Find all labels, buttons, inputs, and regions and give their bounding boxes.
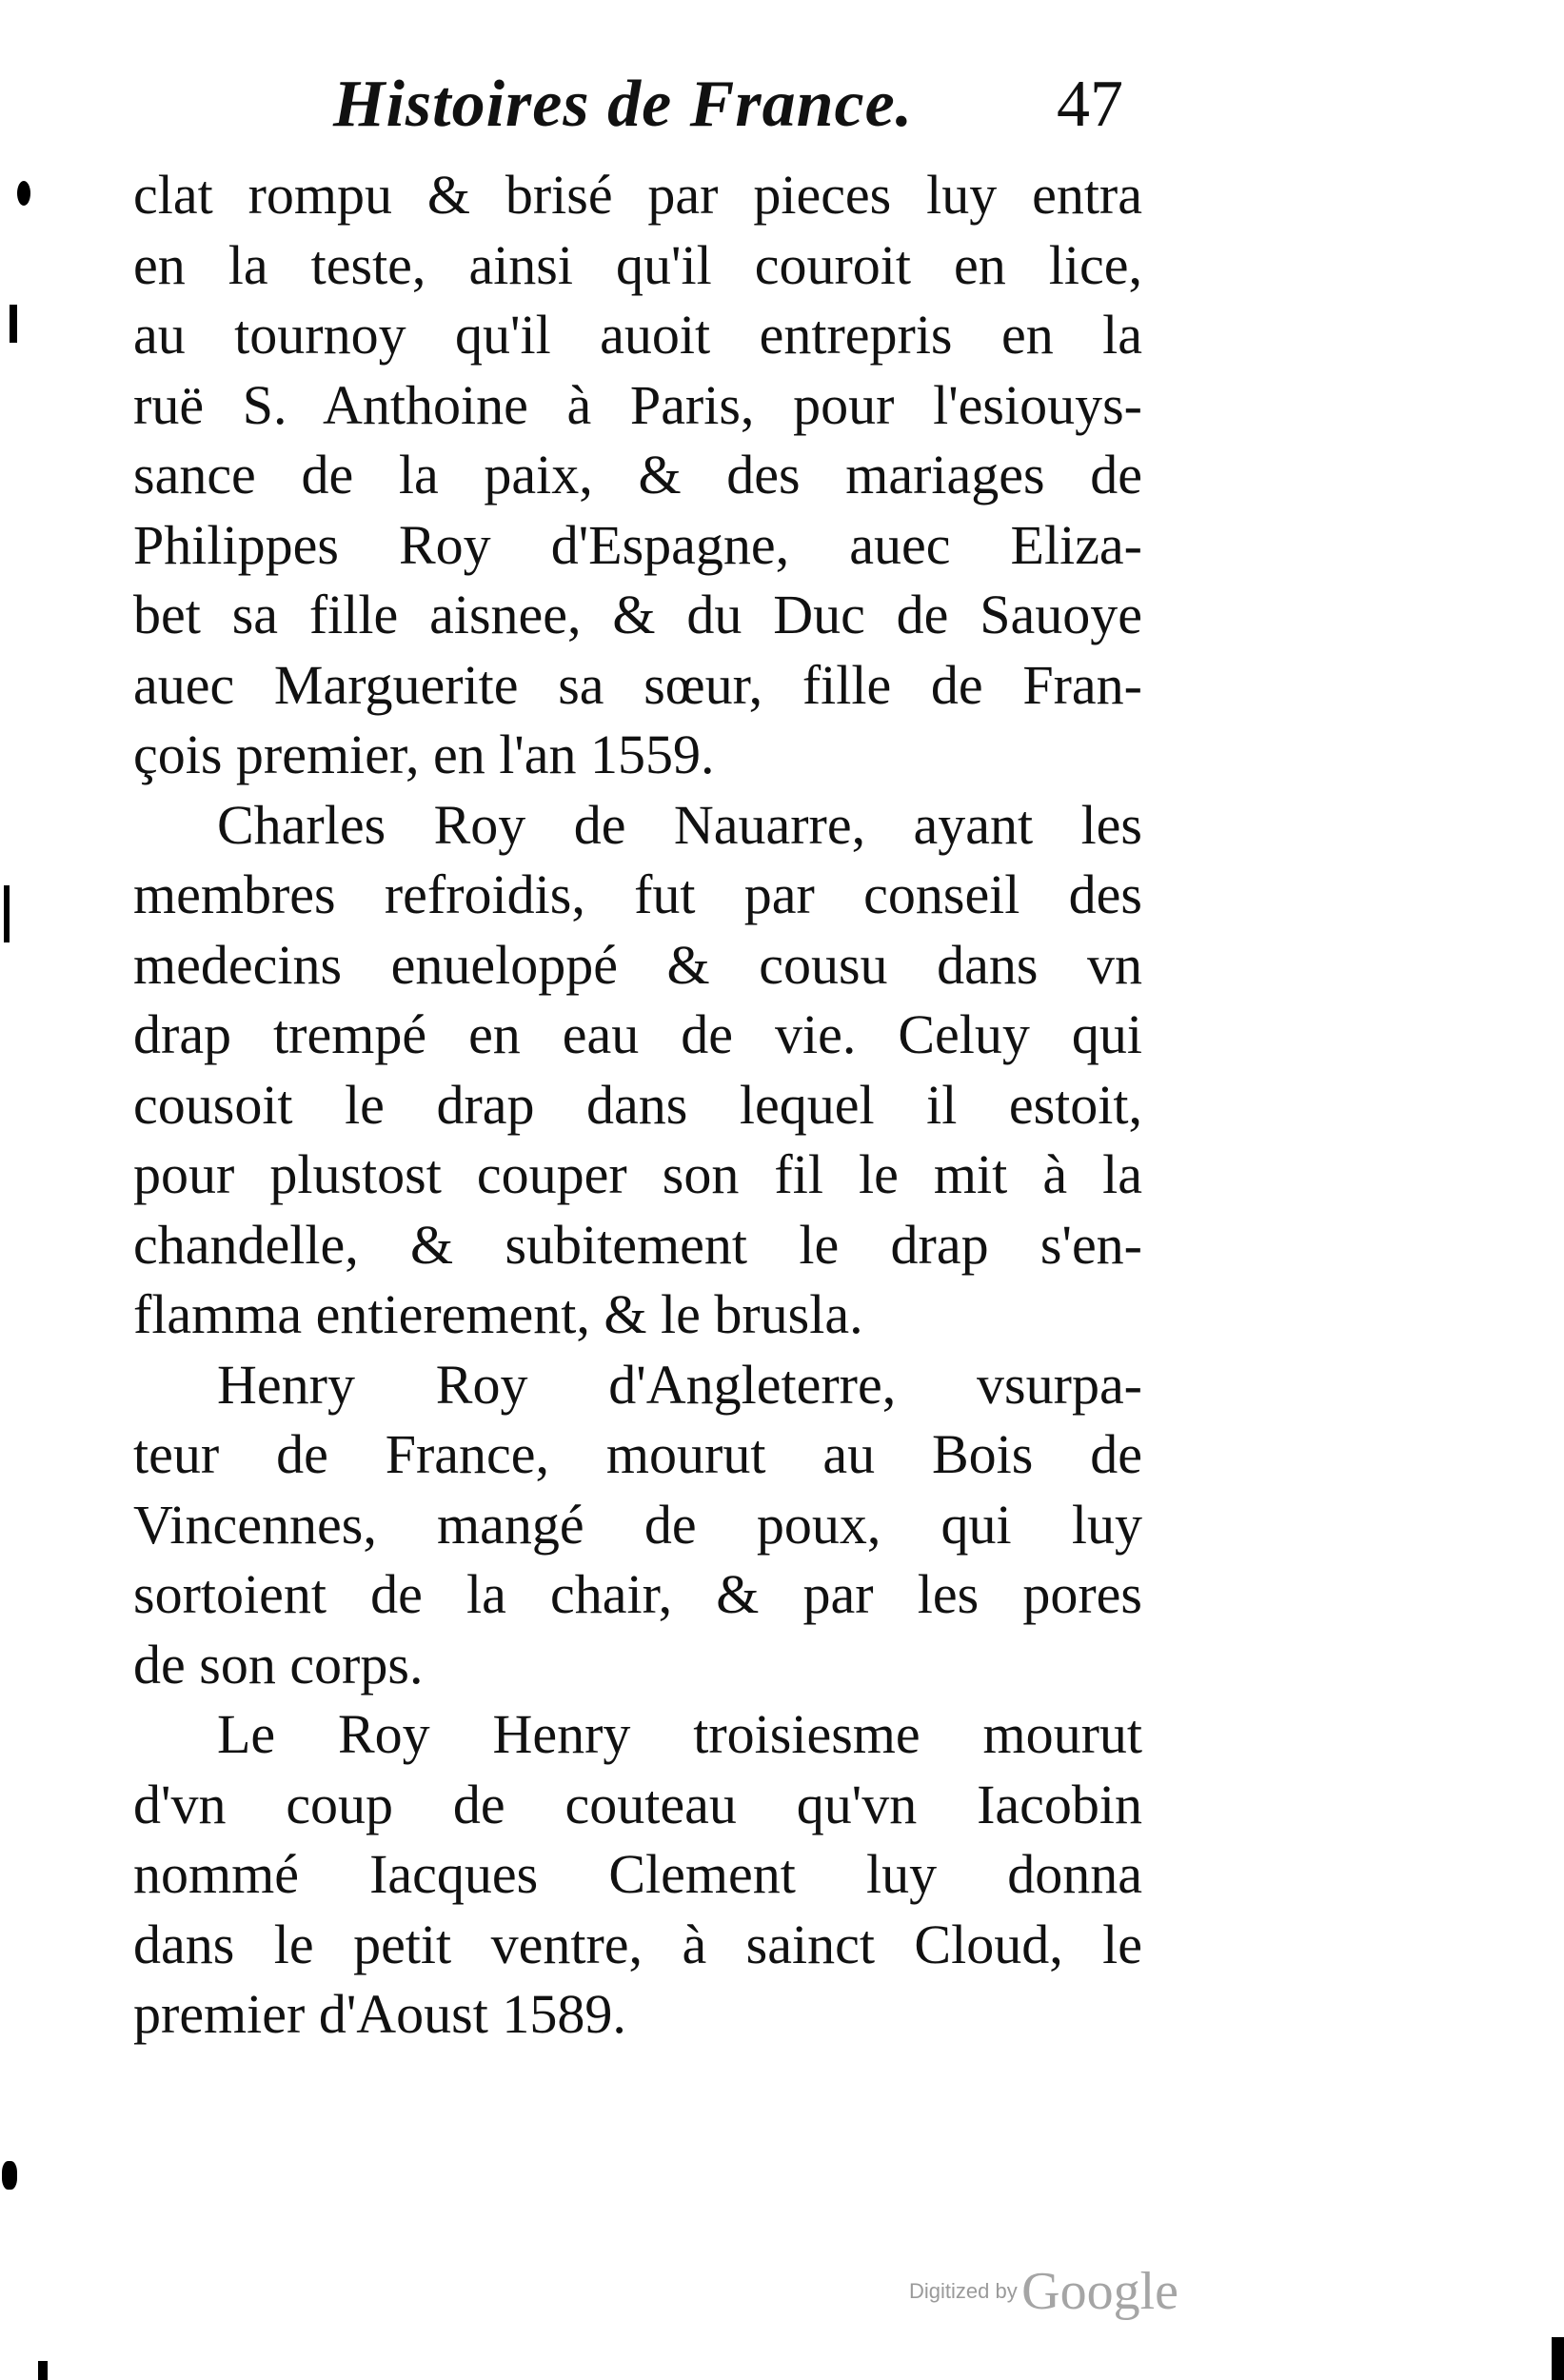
paragraph-start-line: Henry Roy d'Angleterre, vsurpa- [217,1353,1142,1416]
scan-speck [2,2161,17,2190]
text-line: clat rompu & brisé par pieces luy entra [133,164,1142,226]
body-text [133,160,1142,2050]
text-line: de son corps. [133,1633,424,1696]
watermark-prefix: Digitized by [909,2279,1018,2303]
text-line: pour plustost couper son fil le mit à la [133,1143,1142,1205]
scan-speck [4,885,10,942]
digitized-watermark [909,2261,1178,2322]
page-number: 47 [1057,68,1123,141]
text-line: bet sa fille aisnee, & du Duc de Sauoye [133,584,1142,645]
text-line: sortoient de la chair, & par les pores [133,1563,1142,1625]
text-line: flamma entierement, & le brusla. [133,1283,863,1345]
scan-speck [1552,2337,1564,2380]
text-line: çois premier, en l'an 1559. [133,724,715,785]
text-line: teur de France, mourut au Bois de [133,1423,1142,1485]
paragraph-start-line: Charles Roy de Nauarre, ayant les [217,793,1142,856]
text-line: ruë S. Anthoine à Paris, pour l'esiouys- [133,373,1142,436]
google-logo: Google [1021,2262,1179,2321]
text-line: en la teste, ainsi qu'il couroit en lice, [133,233,1142,296]
text-line: auec Marguerite sa sœur, fille de Fran- [133,653,1142,716]
scan-speck [10,305,17,343]
text-line: Vincennes, mangé de poux, qui luy [133,1493,1142,1556]
scan-speck [38,2361,48,2380]
text-line: cousoit le drap dans lequel il estoit, [133,1073,1142,1136]
text-line: premier d'Aoust 1589. [133,1983,626,2045]
text-line: dans le petit ventre, à sainct Cloud, le [133,1913,1142,1975]
text-line: nommé Iacques Clement luy donna [133,1843,1142,1905]
text-line: Philippes Roy d'Espagne, auec Eliza- [133,513,1142,576]
page-header [333,67,1123,171]
scan-speck [17,181,30,206]
text-line: drap trempé en eau de vie. Celuy qui [133,1003,1142,1065]
text-line: chandelle, & subitement le drap s'en- [133,1213,1142,1276]
text-line: au tournoy qu'il auoit entrepris en la [133,304,1142,366]
text-line: medecins enueloppé & cousu dans vn [133,933,1142,996]
text-line: d'vn coup de couteau qu'vn Iacobin [133,1773,1142,1835]
running-title: Histoires de France. [333,68,914,141]
text-line: sance de la paix, & des mariages de [133,444,1142,506]
paragraph-start-line: Le Roy Henry troisiesme mourut [217,1703,1142,1765]
text-line: membres refroidis, fut par conseil des [133,863,1142,925]
